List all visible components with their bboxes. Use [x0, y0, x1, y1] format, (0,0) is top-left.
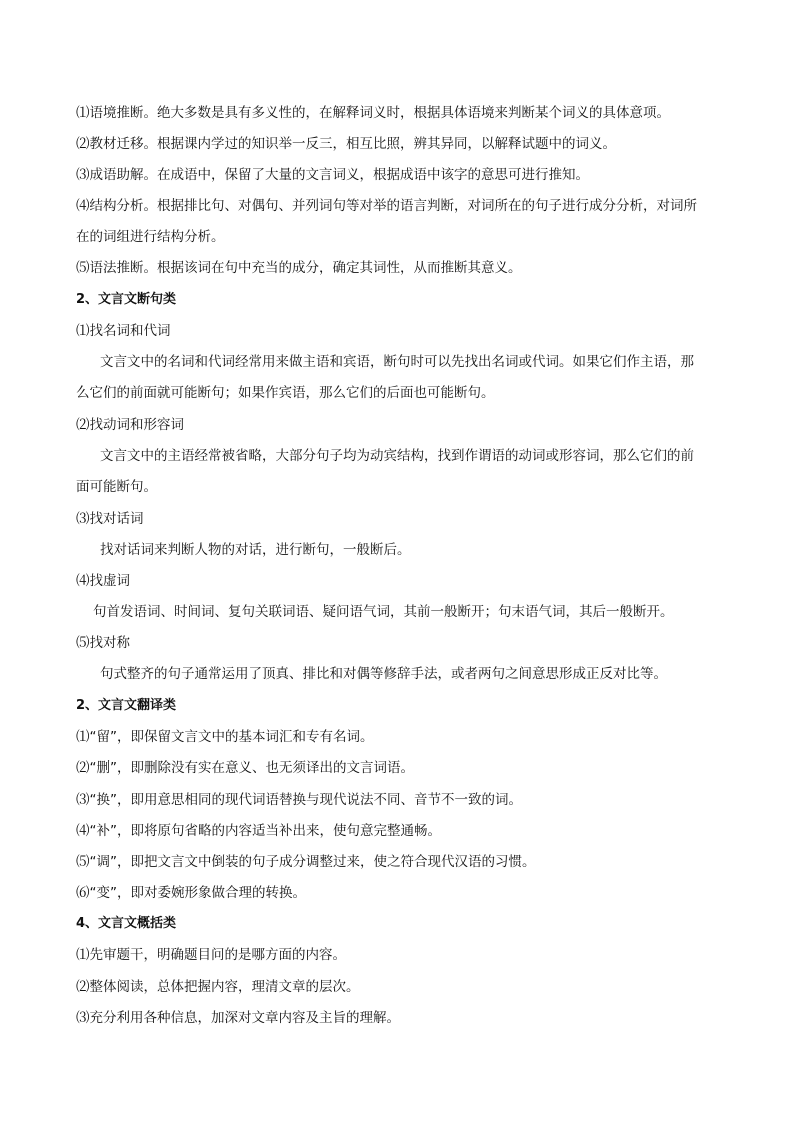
vocab-item-2: ⑵教材迁移。根据课内学过的知识举一反三，相互比照，辨其异同，以解释试题中的词义。 — [76, 136, 616, 152]
section-heading-punctuation: 2、文言文断句类 — [76, 292, 177, 307]
translation-item-5: ⑸“调”，即把文言文中倒装的句子成分调整过来，使之符合现代汉语的习惯。 — [76, 854, 536, 870]
punct-sub4-body: 句首发语词、时间词、复句关联词语、疑问语气词，其前一般断开；句末语气词，其后一般断开。 — [93, 604, 674, 620]
punct-sub5-body: 句式整齐的句子通常运用了顶真、排比和对偶等修辞手法，或者两句之间意思形成正反对比等。 — [100, 666, 667, 682]
punct-sub2-body-line2: 面可能断句。 — [76, 479, 157, 495]
translation-item-1: ⑴“留”，即保留文言文中的基本词汇和专有名词。 — [76, 729, 374, 745]
punct-sub1-body-line1: 文言文中的名词和代词经常用来做主语和宾语，断句时可以先找出名词或代词。如果它们作主语，那 — [100, 354, 694, 370]
vocab-item-3: ⑶成语助解。在成语中，保留了大量的文言词义，根据成语中该字的意思可进行推知。 — [76, 167, 589, 183]
vocab-item-4-line1: ⑷结构分析。根据排比句、对偶句、并列词句等对举的语言判断，对词所在的句子进行成分分析，对词所 — [76, 198, 697, 214]
punct-sub3-body: 找对话词来判断人物的对话，进行断句，一般断后。 — [100, 542, 411, 558]
translation-item-6: ⑹“变”，即对委婉形象做合理的转换。 — [76, 885, 306, 901]
translation-item-2: ⑵“删”，即删除没有实在意义、也无须译出的文言词语。 — [76, 760, 414, 776]
translation-item-4: ⑷“补”，即将原句省略的内容适当补出来，使句意完整通畅。 — [76, 823, 441, 839]
section-heading-summary: 4、文言文概括类 — [76, 916, 177, 931]
punct-sub2-body-line1: 文言文中的主语经常被省略，大部分句子均为动宾结构，找到作谓语的动词或形容词，那么它们的前 — [100, 448, 694, 464]
summary-item-1: ⑴先审题干，明确题目问的是哪方面的内容。 — [76, 947, 346, 963]
punct-sub5-title: ⑸找对称 — [76, 635, 130, 651]
vocab-item-5: ⑸语法推断。根据该词在句中充当的成分，确定其词性，从而推断其意义。 — [76, 260, 522, 276]
summary-item-3: ⑶充分利用各种信息，加深对文章内容及主旨的理解。 — [76, 1010, 400, 1026]
punct-sub2-title: ⑵找动词和形容词 — [76, 417, 184, 433]
vocab-item-4-line2: 在的词组进行结构分析。 — [76, 229, 225, 245]
translation-item-3: ⑶“换”，即用意思相同的现代词语替换与现代说法不同、音节不一致的词。 — [76, 792, 522, 808]
summary-item-2: ⑵整体阅读，总体把握内容，理清文章的层次。 — [76, 979, 360, 995]
punct-sub3-title: ⑶找对话词 — [76, 511, 144, 527]
vocab-item-1: ⑴语境推断。绝大多数是具有多义性的，在解释词义时，根据具体语境来判断某个词义的具体意项。 — [76, 105, 670, 121]
section-heading-translation: 2、文言文翻译类 — [76, 698, 177, 713]
punct-sub4-title: ⑷找虚词 — [76, 573, 130, 589]
punct-sub1-title: ⑴找名词和代词 — [76, 323, 171, 339]
punct-sub1-body-line2: 么它们的前面就可能断句；如果作宾语，那么它们的后面也可能断句。 — [76, 385, 495, 401]
